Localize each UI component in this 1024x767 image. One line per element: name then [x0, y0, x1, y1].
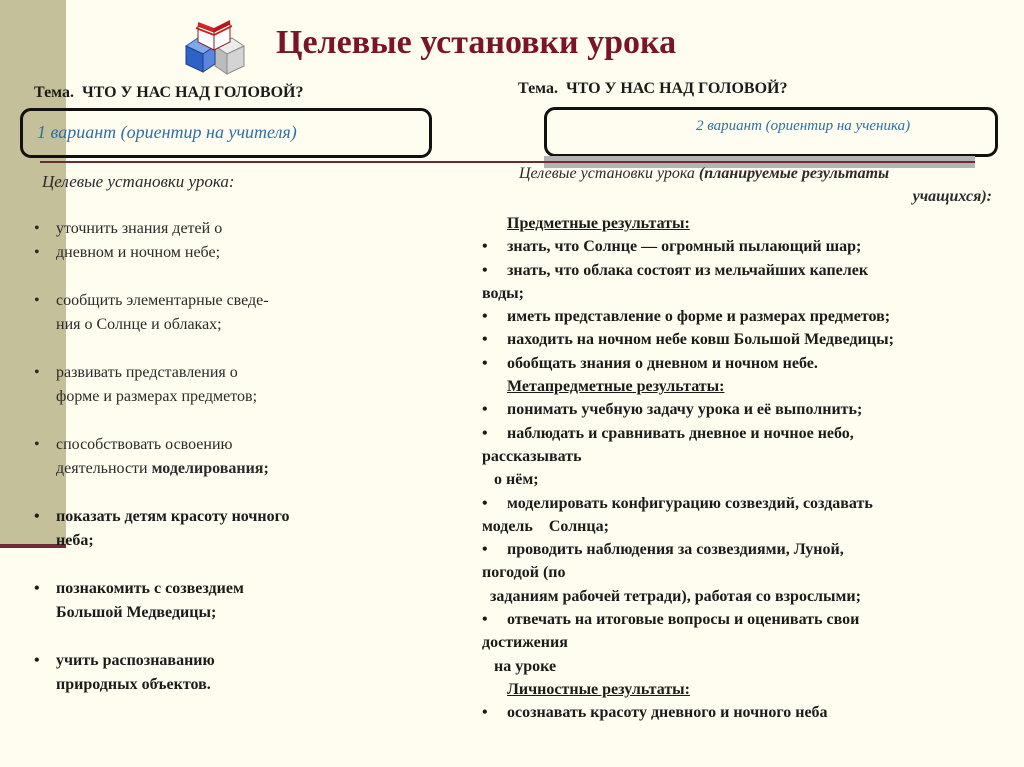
bullet-icon: •	[482, 261, 488, 279]
goal-line: сообщить элементарные сведе-	[56, 292, 269, 309]
bullet-icon: •	[34, 220, 40, 237]
goal-item	[34, 241, 364, 265]
goal-line: деятельности моделирования;	[56, 460, 269, 477]
goal-line: показать детям красоту ночного	[56, 508, 290, 525]
bullet-icon: •	[34, 652, 40, 669]
goal-line: развивать представления о	[56, 364, 238, 381]
variant-left-label: 1 вариант (ориентир на учителя)	[37, 122, 297, 142]
bullet-icon: •	[34, 580, 40, 597]
page-title: Целевые установки урока	[276, 24, 677, 61]
result-item	[482, 352, 992, 375]
result-item	[482, 538, 992, 608]
goal-item	[34, 289, 364, 337]
result-line: рассказывать	[482, 447, 582, 465]
goal-line: природных объектов.	[56, 676, 211, 693]
result-item	[482, 398, 992, 421]
goal-line: неба;	[56, 532, 94, 549]
goal-item	[34, 217, 364, 241]
variant-right-label: 2 вариант (ориентир на ученика)	[696, 118, 911, 134]
topic-right	[518, 80, 787, 98]
result-line: осознавать красоту дневного и ночного неба	[507, 704, 828, 722]
bullet-icon: •	[482, 401, 488, 419]
topic-left	[34, 84, 303, 102]
bullet-icon: •	[482, 238, 488, 256]
bullet-icon: •	[34, 244, 40, 261]
result-item	[482, 701, 992, 724]
result-item	[482, 422, 992, 492]
goal-item	[34, 505, 364, 553]
goal-line: учить распознаванию	[56, 652, 215, 669]
book-cubes-logo-icon	[180, 16, 250, 78]
topic-left-prefix: Тема.	[34, 84, 74, 101]
topic-left-text: ЧТО У НАС НАД ГОЛОВОЙ?	[81, 84, 304, 101]
result-item	[482, 305, 992, 328]
goal-line: дневном и ночном небе;	[56, 244, 221, 261]
result-line: погодой (по	[482, 564, 566, 582]
goal-item	[34, 649, 364, 697]
goal-item	[34, 577, 364, 625]
result-line: наблюдать и сравнивать дневное и ночное небо,	[507, 424, 854, 442]
result-line: понимать учебную задачу урока и её выполнить;	[507, 401, 863, 419]
left-goals-list	[34, 217, 364, 697]
section-heading: Личностные результаты:	[507, 680, 690, 698]
bullet-icon: •	[482, 611, 488, 629]
result-line: отвечать на итоговые вопросы и оценивать свои	[507, 611, 860, 629]
bullet-icon: •	[34, 292, 40, 309]
goal-line: ния о Солнце и облаках;	[56, 316, 222, 333]
section-heading: Метапредметные результаты:	[507, 378, 725, 396]
goal-bold-tail: моделирования;	[151, 460, 269, 477]
topic-right-text: ЧТО У НАС НАД ГОЛОВОЙ?	[565, 80, 788, 97]
goal-item	[34, 361, 364, 409]
result-line: на уроке	[482, 657, 557, 675]
topic-right-prefix: Тема.	[518, 80, 558, 97]
result-line: о нём;	[482, 471, 539, 489]
goal-line: способствовать освоению	[56, 436, 233, 453]
bullet-icon: •	[482, 331, 488, 349]
goal-line: форме и размерах предметов;	[56, 388, 258, 405]
result-line: моделировать конфигурацию созвездий, создавать	[507, 494, 873, 512]
right-subtitle-line2: учащихся):	[912, 188, 992, 205]
result-line: обобщать знания о дневном и ночном небе.	[507, 354, 818, 372]
right-subtitle	[519, 165, 889, 183]
result-item	[482, 492, 992, 539]
results-column	[482, 212, 992, 725]
result-line: иметь представление о форме и размерах предметов;	[507, 308, 891, 326]
result-line: знать, что облака состоят из мельчайших капелек	[507, 261, 869, 279]
bullet-icon: •	[34, 436, 40, 453]
result-item	[482, 235, 992, 258]
section-heading: Предметные результаты:	[507, 215, 690, 232]
bullet-icon: •	[482, 704, 488, 722]
left-subtitle: Целевые установки урока:	[42, 172, 235, 191]
goal-item	[34, 433, 364, 481]
section-divider	[40, 161, 975, 163]
result-line: проводить наблюдения за созвездиями, Луной,	[507, 541, 844, 559]
result-item	[482, 328, 992, 351]
goal-line: уточнить знания детей о	[56, 220, 223, 237]
bullet-icon: •	[482, 308, 488, 326]
bullet-icon: •	[482, 354, 488, 372]
result-line: находить на ночном небе ковш Большой Медведицы;	[507, 331, 894, 349]
result-item	[482, 608, 992, 678]
result-line: модель Солнца;	[482, 517, 609, 535]
result-line: воды;	[482, 284, 524, 302]
result-line: заданиям рабочей тетради), работая со взрослыми;	[482, 587, 861, 605]
bullet-icon: •	[34, 508, 40, 525]
bullet-icon: •	[34, 364, 40, 381]
right-subtitle-paren: (планируемые результаты	[698, 165, 890, 182]
bullet-icon: •	[482, 541, 488, 559]
result-line: достижения	[482, 634, 568, 652]
goal-line: Большой Медведицы;	[56, 604, 217, 621]
bullet-icon: •	[482, 424, 488, 442]
goal-line: познакомить с созвездием	[56, 580, 244, 597]
bullet-icon: •	[482, 494, 488, 512]
result-item	[482, 259, 992, 306]
result-line: знать, что Солнце — огромный пылающий шар;	[507, 238, 862, 256]
right-subtitle-lead: Целевые установки урока	[519, 165, 699, 182]
